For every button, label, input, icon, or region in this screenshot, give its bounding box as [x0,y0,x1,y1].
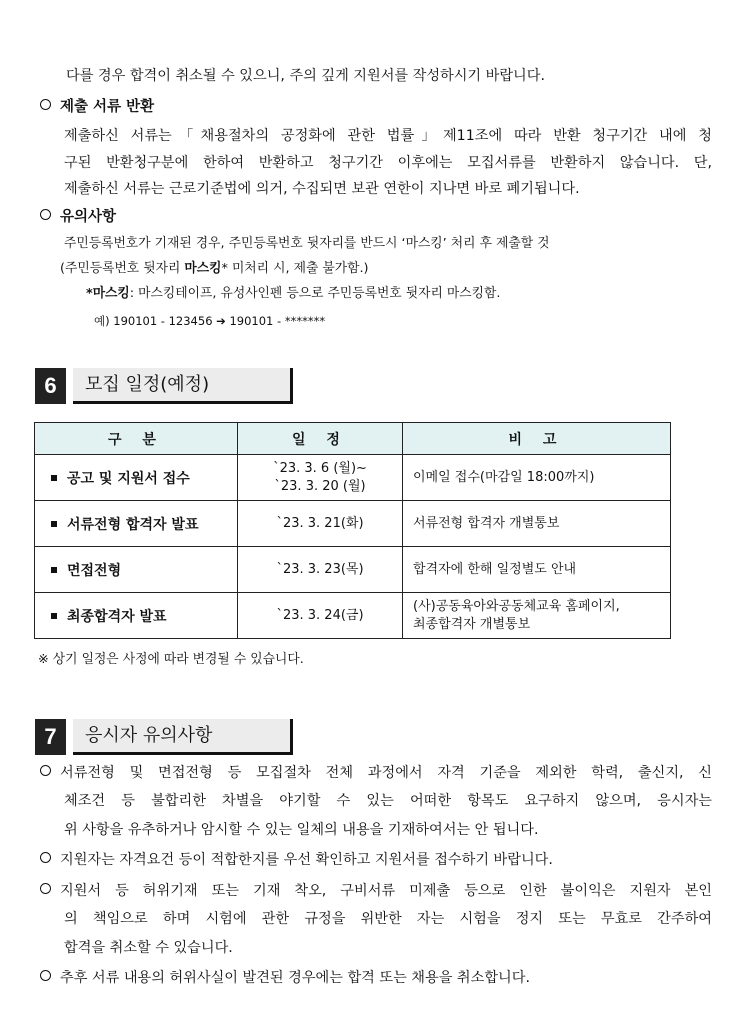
circle-bullet-icon [40,883,51,894]
circle-bullet-icon [40,970,51,981]
row-note: 서류전형 합격자 개별통보 [403,501,671,547]
section-7-header [35,719,297,755]
return-line-3: 제출하신 서류는 근로기준법에 의거, 수집되면 보관 연한이 지나면 바로 폐기됩니다. [64,181,580,197]
row-label: 공고 및 지원서 접수 [35,455,238,501]
row-date: `23. 3. 24(금) [238,593,403,639]
row-note: 합격자에 한해 일정별도 안내 [403,547,671,593]
table-row [35,455,671,501]
circle-bullet-icon [40,852,51,863]
square-bullet-icon [51,475,57,481]
square-bullet-icon [51,521,57,527]
row-label: 면접전형 [35,547,238,593]
notice-item-1-line-1: 서류전형 및 면접전형 등 모집절차 전체 과정에서 자격 기준을 제외한 학력, 출신지, 신 [40,763,712,783]
schedule-table [34,422,671,639]
example-line: 예) 190101 - 123456 ➔ 190101 - ******* [94,314,326,328]
circle-bullet-icon [40,99,51,110]
caution-heading: 유의사항 [60,209,117,225]
notice-item-2: 지원자는 자격요건 등이 적합한지를 우선 확인하고 지원서를 접수하기 바랍니다. [40,850,553,870]
square-bullet-icon [51,613,57,619]
return-line-2: 구된 반환청구분에 한하여 반환하고 청구기간 이후에는 모집서류를 반환하지 않습니다. 단, [64,155,712,171]
table-row [35,547,671,593]
section-7-number: 7 [35,719,66,755]
section-6-header [35,368,297,404]
row-label: 서류전형 합격자 발표 [35,501,238,547]
circle-bullet-icon [40,765,51,776]
caution-line-2-pre: (주민등록번호 뒷자리 [60,261,185,276]
table-row [35,593,671,639]
return-heading: 제출 서류 반환 [60,99,155,115]
mask-bold: *마스킹 [86,286,130,301]
circle-bullet-icon [40,209,51,220]
row-note: 이메일 접수(마감일 18:00까지) [403,455,671,501]
header-schedule: 일 정 [238,423,403,455]
caution-line-2 [60,259,369,279]
caution-line-2-post: * 미처리 시, 제출 불가함.) [221,261,369,276]
section-6-number: 6 [35,368,66,404]
notice-item-3-line-3: 합격을 취소할 수 있습니다. [64,940,233,956]
table-row [35,501,671,547]
header-category: 구 분 [35,423,238,455]
caution-line-1: 주민등록번호가 기재된 경우, 주민등록번호 뒷자리를 반드시 ‘마스킹’ 처리 후 제출할 것 [64,236,550,251]
notice-item-4: 추후 서류 내용의 허위사실이 발견된 경우에는 합격 또는 채용을 취소합니다. [40,968,530,988]
caution-heading-row [40,205,116,226]
notice-item-3-line-2: 의 책임으로 하며 시험에 관한 규정을 위반한 자는 시험을 정지 또는 무효로 간주하여 [64,911,712,927]
row-date: `23. 3. 21(화) [238,501,403,547]
caution-line-2-bold: 마스킹 [184,261,222,276]
section-7-title: 응시자 유의사항 [73,719,293,755]
table-header-row [35,423,671,455]
square-bullet-icon [51,567,57,573]
intro-line: 다를 경우 합격이 취소될 수 있으니, 주의 깊게 지원서를 작성하시기 바랍니다. [66,68,545,84]
section-6-title: 모집 일정(예정) [73,368,293,404]
row-note: (사)공동육아와공동체교육 홈페이지, 최종합격자 개별통보 [403,593,671,639]
row-date: `23. 3. 23(목) [238,547,403,593]
row-label: 최종합격자 발표 [35,593,238,639]
mask-text: : 마스킹테이프, 유성사인펜 등으로 주민등록번호 뒷자리 마스킹함. [129,286,501,301]
return-heading-row [40,95,154,116]
notice-item-3-line-1: 지원서 등 허위기재 또는 기재 착오, 구비서류 미제출 등으로 인한 불이익은 지원자 본인 [40,881,712,901]
return-line-1: 제출하신 서류는「채용절차의 공정화에 관한 법률」제11조에 따라 반환 청구기간 내에 청 [64,128,712,144]
mask-note [86,284,500,304]
row-date: `23. 3. 6 (월)~ `23. 3. 20 (월) [238,455,403,501]
notice-item-1-line-2: 체조건 등 불합리한 차별을 야기할 수 있는 어떠한 항목도 요구하지 않으며, 응시자는 [64,793,712,809]
schedule-footnote: ※ 상기 일정은 사정에 따라 변경될 수 있습니다. [38,652,304,667]
notice-item-1-line-3: 위 사항을 유추하거나 암시할 수 있는 일체의 내용을 기재하여서는 안 됩니다. [64,822,539,838]
header-note: 비 고 [403,423,671,455]
